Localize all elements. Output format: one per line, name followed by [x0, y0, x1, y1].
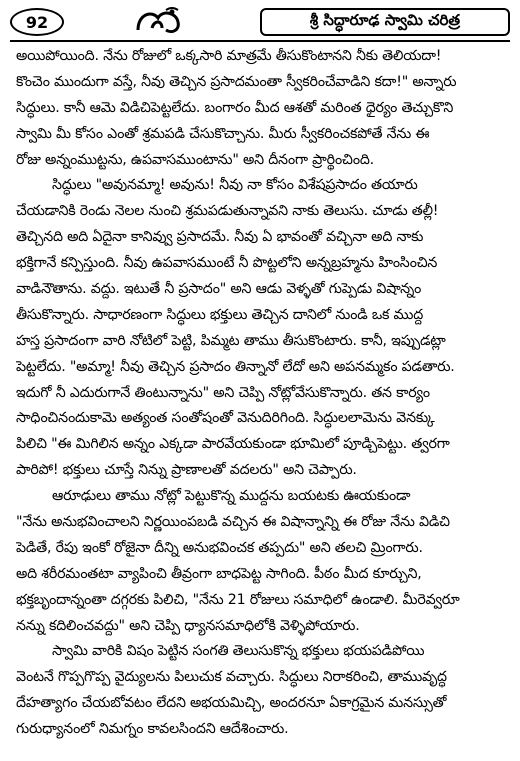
- text-line: తెచ్చినది అది ఏదైనా కానివ్వు ప్రసాదమే. నీవు ఏ భావంతో వచ్చినా అది నాకు: [16, 229, 424, 246]
- text-line: పారిపో! భక్తులు చూస్తే నిన్ను ప్రాణాలతో వదలరు" అని చెప్పారు.: [16, 462, 357, 479]
- text-line: హస్త ప్రసాదంగా వారి నోటిలో పెట్టి, పిమ్మట తాము తీసుకొంటారు. కానీ, ఇప్పుడట్లా: [16, 332, 446, 349]
- text-line: సిద్ధులు. కానీ ఆమె విడిచిపెట్టలేదు. బంగారం మీద ఆశతో మరింత ధైర్యం తెచ్చుకొని: [16, 99, 454, 116]
- text-line: పెట్టలేదు. "అమ్మా! నీవు తెచ్చిన ప్రసాదం తిన్నానో లేదో అని అపనమ్మకం పడతారు.: [16, 358, 455, 375]
- page-header: [10, 6, 510, 40]
- text-line: చేయడానికి రెండు నెలల నుంచి శ్రమపడుతున్నావని నాకు తెలుసు. చూడు తల్లీ!: [16, 203, 439, 220]
- text-line: కొంచెం ముందుగా వస్తే, నీవు తెచ్చిన ప్రసాదమంతా స్వీకరించేవాడిని కదా!" అన్నారు: [16, 73, 457, 90]
- text-line: ఇదుగో నీ ఎదురుగానే తింటున్నాను" అని చెప్పి నోట్లోవేసుకొన్నారు. తన కార్యం: [16, 384, 430, 401]
- text-line: తీసుకొన్నారు. సాధారణంగా సిద్ధులు భక్తులు తెచ్చిన దానిలో నుండి ఒక ముద్ద: [16, 306, 424, 323]
- text-line: భక్తబృందాన్నంతా దగ్గరకు పిలిచి, "నేను 21 రోజులు సమాధిలో ఉండాలి. మీరెవ్వరూ: [16, 591, 460, 608]
- paragraph-start-line: ఆరూఢులు తాము నోట్లో పెట్టుకొన్న ముద్దను బయటకు ఊయకుండా: [52, 488, 411, 505]
- text-line: అయిపోయింది. నేను రోజులో ఒక్కసారి మాత్రమే తీసుకొంటానని నీకు తెలియదా!: [16, 48, 442, 64]
- page-number: 92: [10, 8, 64, 36]
- om-logo-icon: [132, 6, 186, 36]
- paragraph-start-line: సిద్ధులు "అవునమ్మా! అవును! నీవు నా కోసం విశేషప్రసాదం తయారు: [52, 177, 418, 194]
- paragraph-start-line: స్వామి వారికి విషం పెట్టిన సంగతి తెలుసుకొన్న భక్తులు భయపడిపోయి: [52, 643, 425, 660]
- text-line: దేహత్యాగం చేయబోవటం లేదని అభయమిచ్చి, అందరనూ ఏకాగ్రమైన మనస్సుతో: [16, 695, 447, 712]
- text-line: వెంటనే గొప్పగొప్ప వైద్యులను పిలుచుక వచ్చారు. సిద్ధులు నిరాకరించి, తామువృద్ధ: [16, 669, 447, 686]
- text-line: సాధించినందుకామె అత్యంత సంతోషంతో వెనుదిరిగింది. సిద్ధులలామెను వెనక్కు: [16, 410, 435, 427]
- text-line: స్వామి మీ కోసం ఎంతో శ్రమపడి చేసుకొచ్చాను. మీరు స్వీకరించకపోతే నేను ఈ: [16, 125, 430, 142]
- header-rule: [10, 40, 510, 42]
- text-line: గురుధ్యానంలో నిమగ్నం కావలసిందని ఆదేశించారు.: [16, 721, 289, 738]
- page-body: [16, 44, 506, 743]
- text-line: నన్ను కదిలించవద్దు" అని చెప్పి ధ్యానసమాధిలోకి వెళ్ళిపోయారు.: [16, 617, 360, 634]
- running-title: శ్రీ సిద్ధారూఢ స్వామి చరిత్ర: [260, 8, 510, 36]
- text-line: పిలిచి "ఈ మిగిలిన అన్నం ఎక్కడా పారవేయకుండా భూమిలో పూడ్చిపెట్టు. త్వరగా: [16, 436, 450, 453]
- text-line: వాడినౌతాను. వద్దు. ఇటుతే నీ ప్రసాదం" అని ఆడు వెళ్ళతో గుప్పెడు విషాన్నం: [16, 281, 422, 298]
- text-line: రోజు అన్నంముట్టను, ఉపవాసముంటాను" అని దీనంగా ప్రార్థించింది.: [16, 151, 374, 168]
- text-line: అది శరీరమంతటా వ్యాపించి తీవ్రంగా బాధపెట్ట సాగింది. పీఠం మీద కూర్చుని,: [16, 565, 422, 582]
- text-line: "నేను అనుభవించాలని నిర్ణయింపబడి వచ్చిన ఈ విషాన్నాన్ని ఈ రోజు నేను విడిచి: [16, 514, 450, 531]
- text-line: పెడితే, రేపు ఇంకో రోజైనా దీన్ని అనుభవించక తప్పదు" అని తలచి మ్రింగారు.: [16, 539, 423, 556]
- text-line: భక్తిగానే కన్పిస్తుంది. నీవు ఉపవాసముంటే నీ పొట్టలోని అన్నబ్రహ్మను హింసించిన: [16, 255, 438, 272]
